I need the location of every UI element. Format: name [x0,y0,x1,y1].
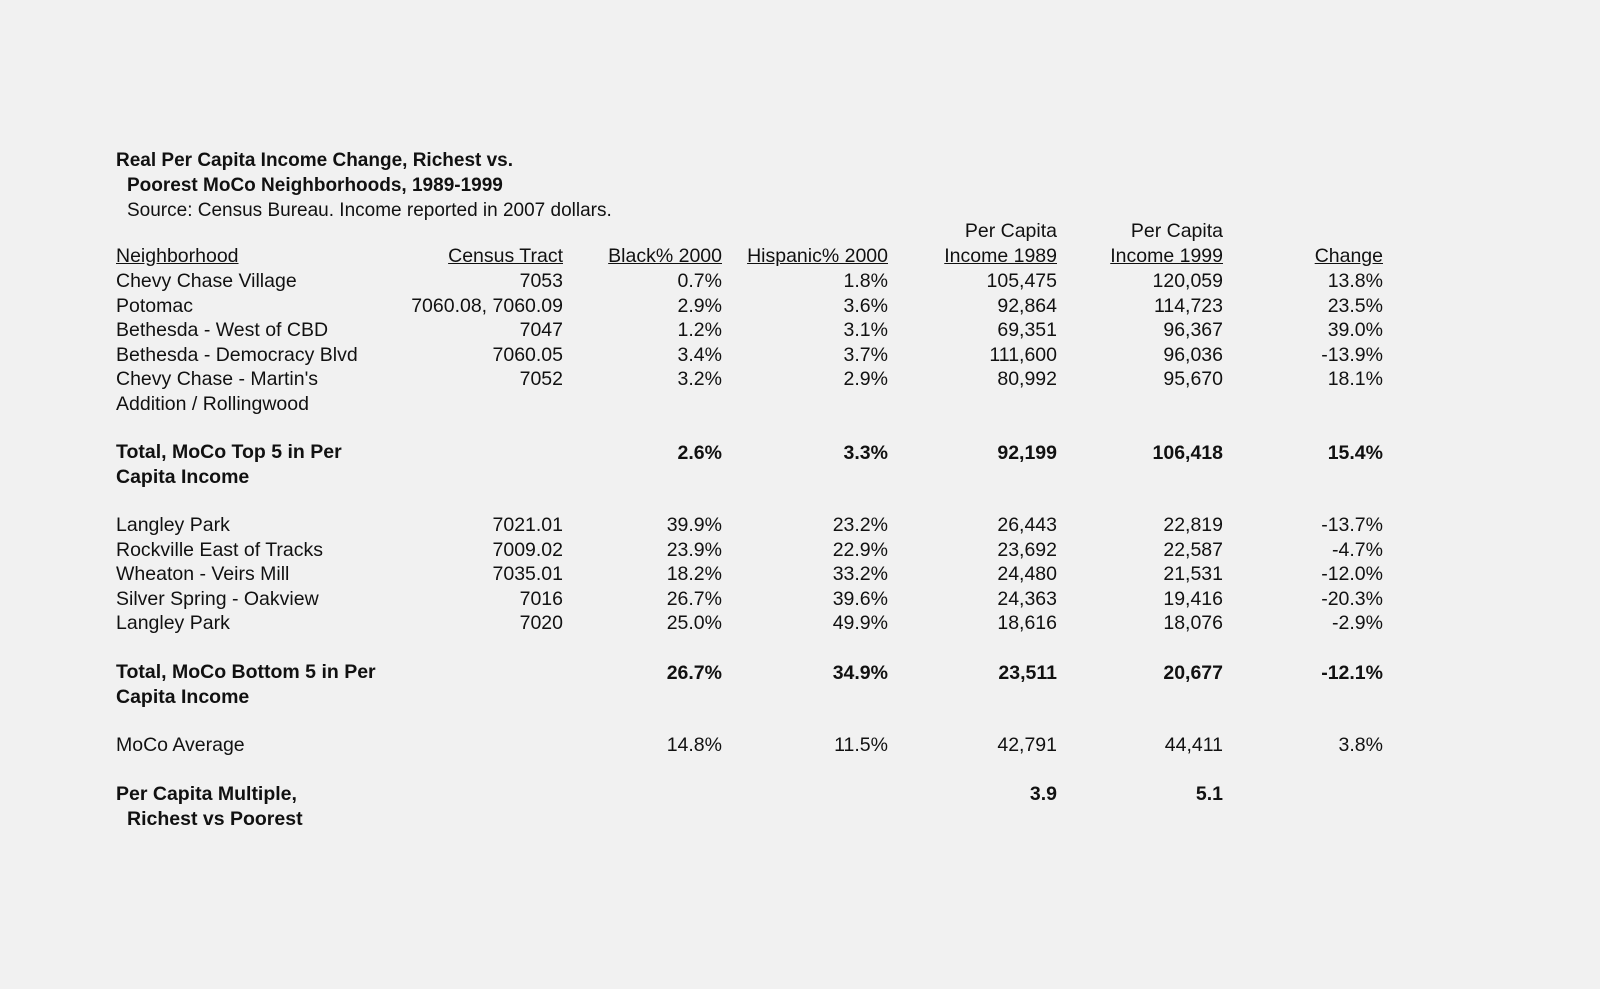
total-label-line2: Capita Income [116,466,250,488]
hispanic-pct: 3.3% [843,442,888,464]
black-pct: 14.8% [666,734,722,756]
multiple-1989: 3.9 [1029,783,1057,805]
census-tract: 7060.05 [492,344,563,366]
income-1989: 80,992 [997,368,1057,390]
total-label-line1: Total, MoCo Bottom 5 in Per [116,661,376,683]
document-title-line1: Real Per Capita Income Change, Richest vs. [116,150,514,171]
census-tract: 7053 [519,270,563,292]
black-pct: 39.9% [666,514,722,536]
income-1999: 21,531 [1163,563,1223,585]
census-tract: 7016 [519,588,563,610]
header-neighborhood: Neighborhood [116,245,239,267]
header-pc1989-bottom: Income 1989 [944,245,1057,267]
income-1989: 92,199 [997,442,1057,464]
hispanic-pct: 34.9% [832,662,888,684]
neighborhood-name: Langley Park [116,514,230,536]
income-1989: 92,864 [997,295,1057,317]
neighborhood-name: Silver Spring - Oakview [116,588,319,610]
neighborhood-name: Chevy Chase Village [116,270,297,292]
income-1999: 20,677 [1163,662,1223,684]
change-pct: -12.0% [1321,563,1383,585]
header-black-pct: Black% 2000 [608,245,722,267]
income-1989: 23,511 [998,662,1057,684]
income-1999: 96,367 [1163,319,1223,341]
change-pct: 15.4% [1327,442,1383,464]
neighborhood-name: Bethesda - Democracy Blvd [116,344,358,366]
change-pct: -13.9% [1321,344,1383,366]
census-tract: 7009.02 [492,539,563,561]
hispanic-pct: 23.2% [832,514,888,536]
black-pct: 3.2% [677,368,722,390]
black-pct: 3.4% [677,344,722,366]
change-pct: 39.0% [1327,319,1383,341]
black-pct: 0.7% [677,270,722,292]
document-title-block [116,148,612,223]
income-1989: 26,443 [997,514,1057,536]
hispanic-pct: 3.6% [843,295,888,317]
hispanic-pct: 22.9% [832,539,888,561]
income-1989: 24,480 [997,563,1057,585]
income-1999: 18,076 [1163,612,1223,634]
income-1999: 106,418 [1152,442,1223,464]
income-1989: 42,791 [997,734,1057,756]
neighborhood-name: Chevy Chase - Martin's [116,368,319,390]
hispanic-pct: 33.2% [832,563,888,585]
income-1989: 24,363 [997,588,1057,610]
income-1999: 22,819 [1163,514,1223,536]
header-pc1999-top: Per Capita [1130,220,1223,242]
census-tract: 7020 [519,612,563,634]
black-pct: 25.0% [666,612,722,634]
hispanic-pct: 39.6% [832,588,888,610]
header-pc1989-top: Per Capita [964,220,1057,242]
census-tract: 7052 [519,368,563,390]
header-hispanic-pct: Hispanic% 2000 [747,245,888,267]
change-pct: 3.8% [1338,734,1383,756]
total-label-line1: Total, MoCo Top 5 in Per [116,441,342,463]
census-tract: 7047 [519,319,563,341]
income-1989: 69,351 [997,319,1057,341]
neighborhood-name-line2: Addition / Rollingwood [116,393,309,415]
hispanic-pct: 2.9% [843,368,888,390]
change-pct: -12.1% [1321,662,1383,684]
multiple-1999: 5.1 [1195,783,1223,805]
change-pct: -20.3% [1321,588,1383,610]
change-pct: 13.8% [1327,270,1383,292]
change-pct: 23.5% [1327,295,1383,317]
black-pct: 26.7% [666,588,722,610]
neighborhood-name: Wheaton - Veirs Mill [116,563,290,585]
hispanic-pct: 3.7% [843,344,888,366]
income-1999: 19,416 [1163,588,1223,610]
change-pct: 18.1% [1327,368,1383,390]
header-change: Change [1314,245,1383,267]
multiple-label-line1: Per Capita Multiple, [116,783,297,805]
neighborhood-name: Rockville East of Tracks [116,539,323,561]
average-label: MoCo Average [116,734,245,756]
header-pc1999-bottom: Income 1999 [1110,245,1223,267]
neighborhood-name: Langley Park [116,612,230,634]
black-pct: 18.2% [666,563,722,585]
neighborhood-name: Bethesda - West of CBD [116,319,329,341]
income-1989: 111,600 [989,344,1057,366]
black-pct: 2.6% [677,442,722,464]
neighborhood-name: Potomac [116,295,193,317]
income-1999: 120,059 [1152,270,1223,292]
income-1999: 96,036 [1163,344,1223,366]
source-note: Source: Census Bureau. Income reported in 2007 dollars. [127,200,612,221]
black-pct: 2.9% [677,295,722,317]
black-pct: 26.7% [666,662,722,684]
hispanic-pct: 49.9% [832,612,888,634]
income-1999: 22,587 [1163,539,1223,561]
change-pct: -13.7% [1321,514,1383,536]
black-pct: 23.9% [666,539,722,561]
total-label-line2: Capita Income [116,686,250,708]
hispanic-pct: 1.8% [843,270,888,292]
income-1999: 114,723 [1153,295,1223,317]
hispanic-pct: 11.5% [834,734,888,756]
change-pct: -2.9% [1332,612,1383,634]
income-1999: 44,411 [1164,734,1223,756]
census-tract: 7035.01 [492,563,563,585]
census-tract: 7021.01 [492,514,563,536]
multiple-label-line2: Richest vs Poorest [127,808,303,830]
income-1999: 95,670 [1163,368,1223,390]
black-pct: 1.2% [677,319,722,341]
change-pct: -4.7% [1332,539,1383,561]
income-1989: 105,475 [986,270,1057,292]
header-census-tract: Census Tract [448,245,563,267]
document-title-line2: Poorest MoCo Neighborhoods, 1989-1999 [127,175,503,196]
income-1989: 23,692 [997,539,1057,561]
income-1989: 18,616 [997,612,1057,634]
hispanic-pct: 3.1% [843,319,888,341]
census-tract: 7060.08, 7060.09 [411,295,563,317]
